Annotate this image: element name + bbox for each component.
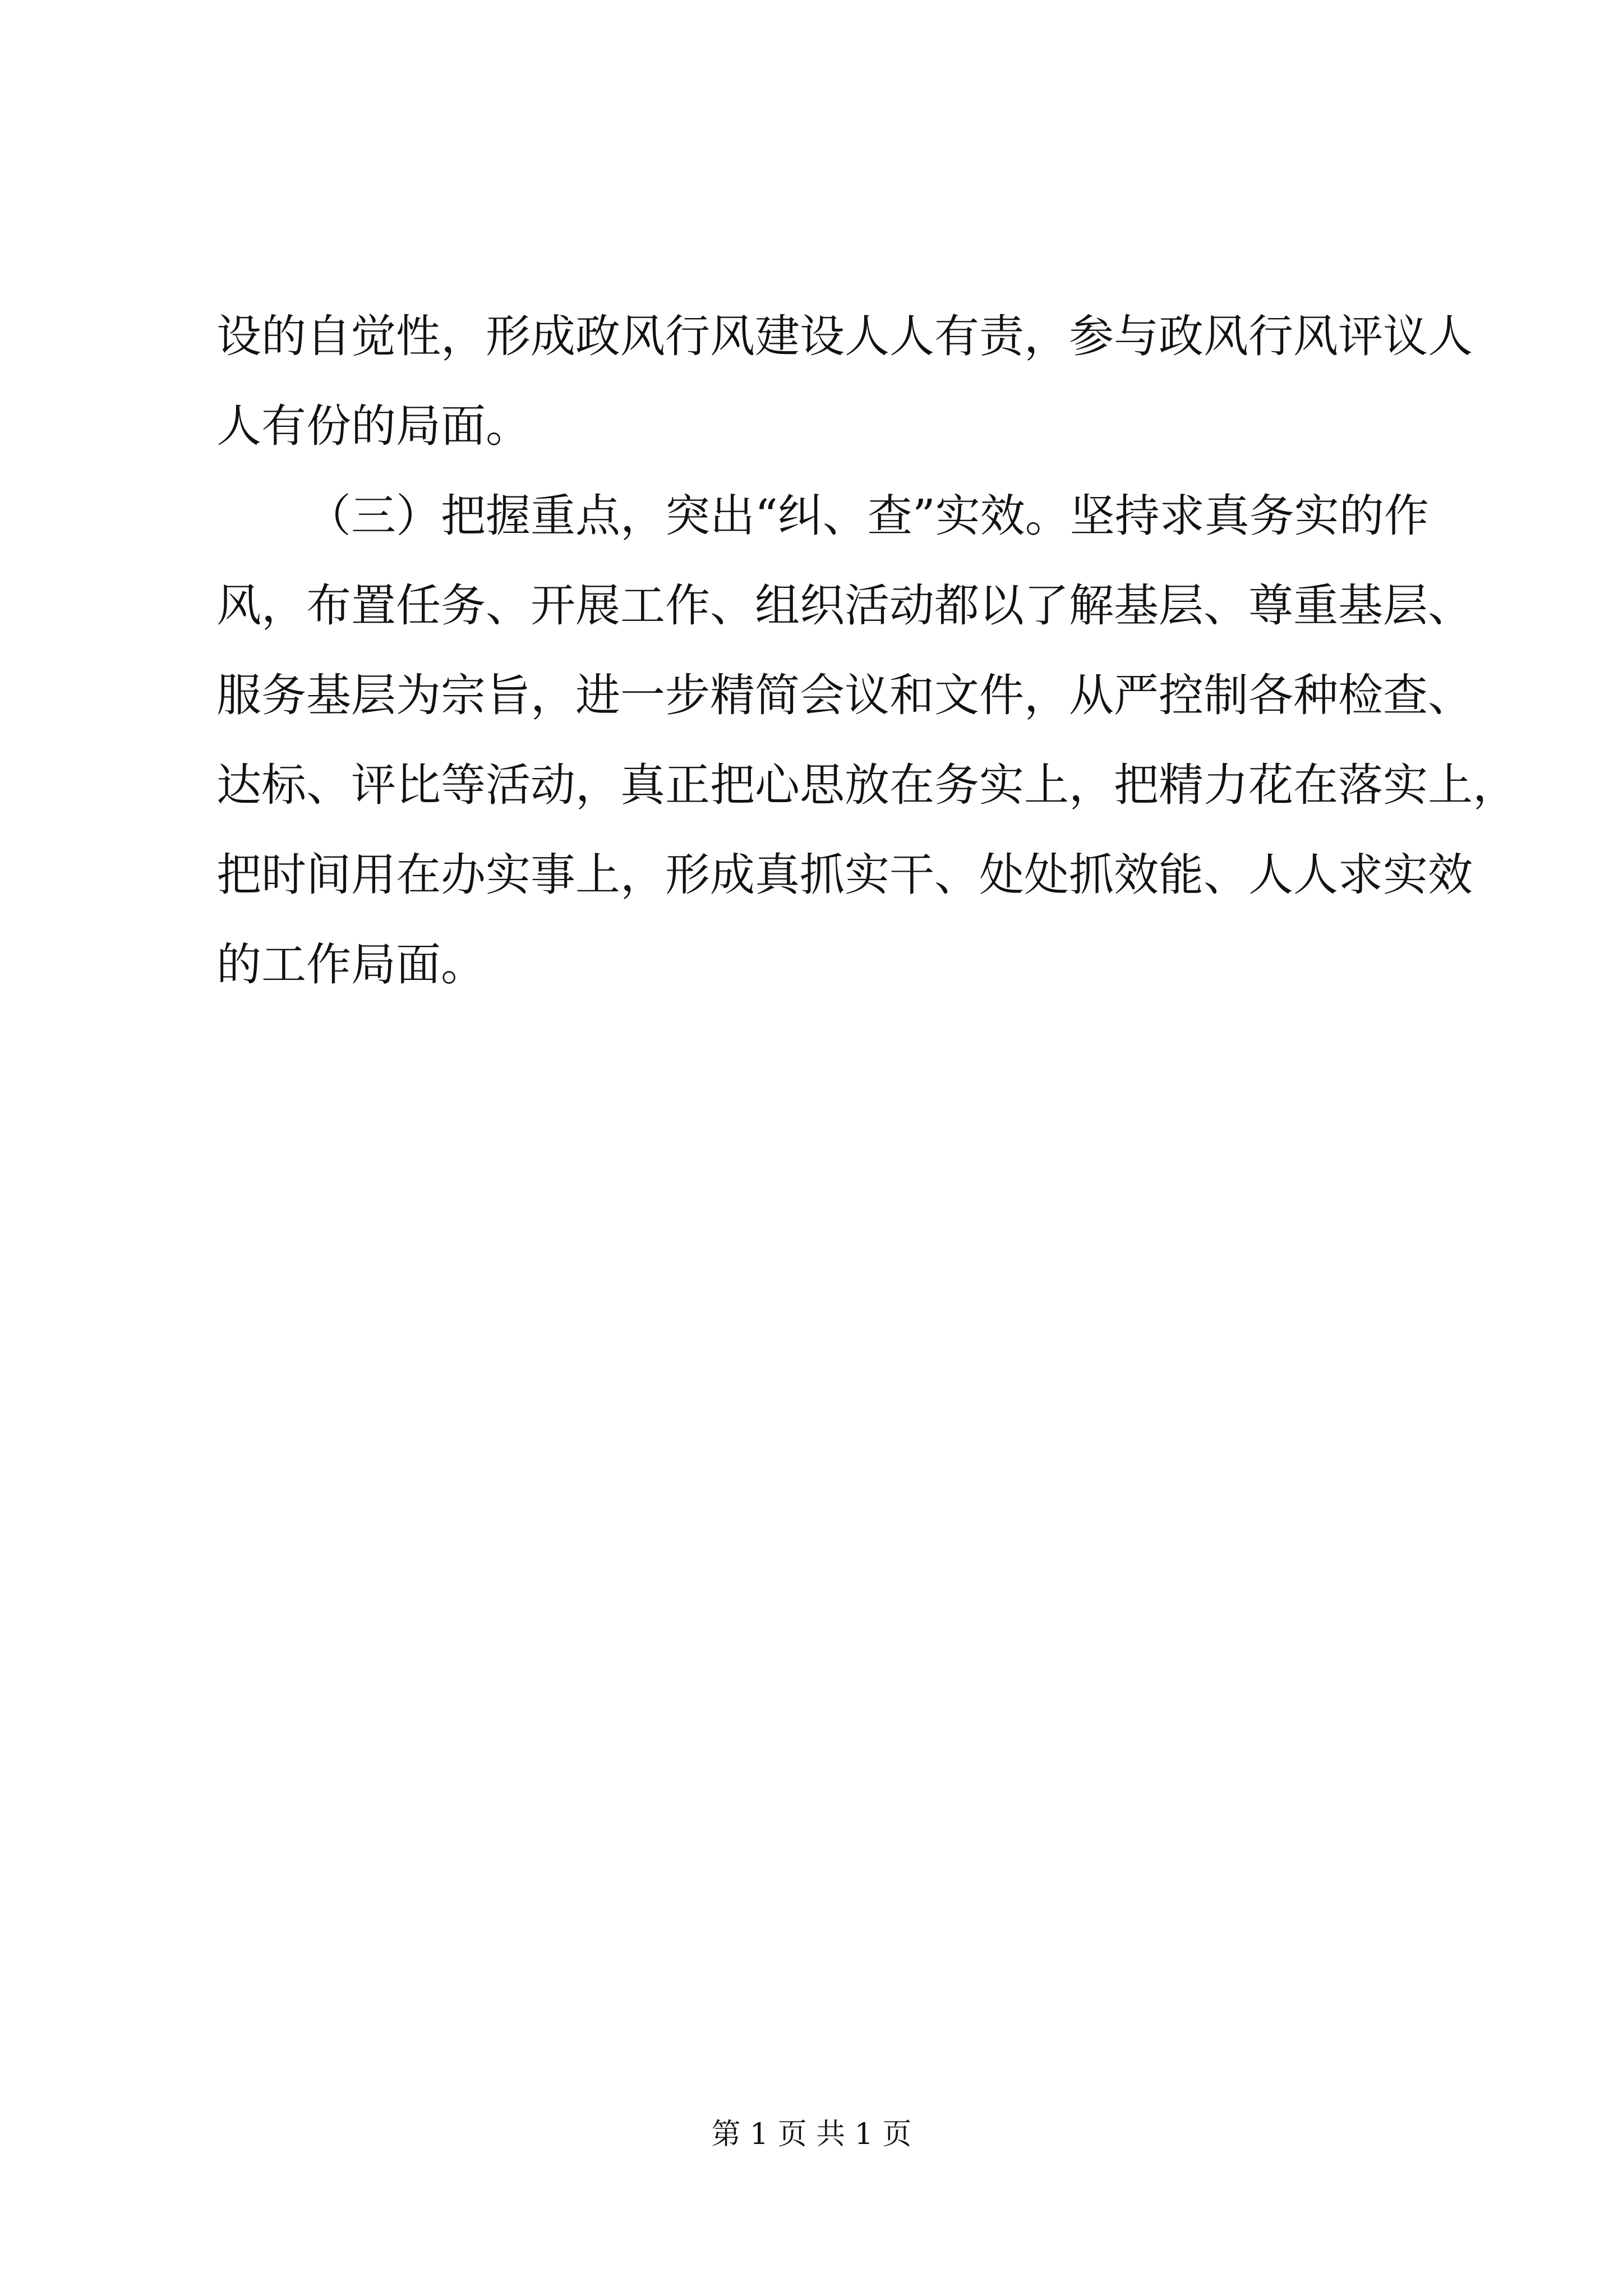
text-line-6: 达标、评比等活动，真正把心思放在务实上，把精力花在落实上， bbox=[216, 759, 1518, 811]
text-line-5: 服务基层为宗旨，进一步精简会议和文件，从严控制各种检查、 bbox=[216, 669, 1473, 721]
text-line-8: 的工作局面。 bbox=[216, 938, 486, 991]
text-line-1: 设的自觉性，形成政风行风建设人人有责，参与政风行风评议人 bbox=[216, 310, 1473, 362]
text-line-7: 把时间用在办实事上，形成真抓实干、处处抓效能、人人求实效 bbox=[216, 849, 1473, 901]
text-line-3: （三）把握重点，突出“纠、查”实效。坚持求真务实的作 bbox=[306, 490, 1429, 542]
text-line-2: 人有份的局面。 bbox=[216, 400, 531, 452]
document-body bbox=[216, 292, 1518, 1010]
page-footer: 第 1 页 共 1 页 bbox=[711, 2118, 912, 2151]
text-line-4: 风，布置任务、开展工作、组织活动都以了解基层、尊重基层、 bbox=[216, 579, 1473, 632]
